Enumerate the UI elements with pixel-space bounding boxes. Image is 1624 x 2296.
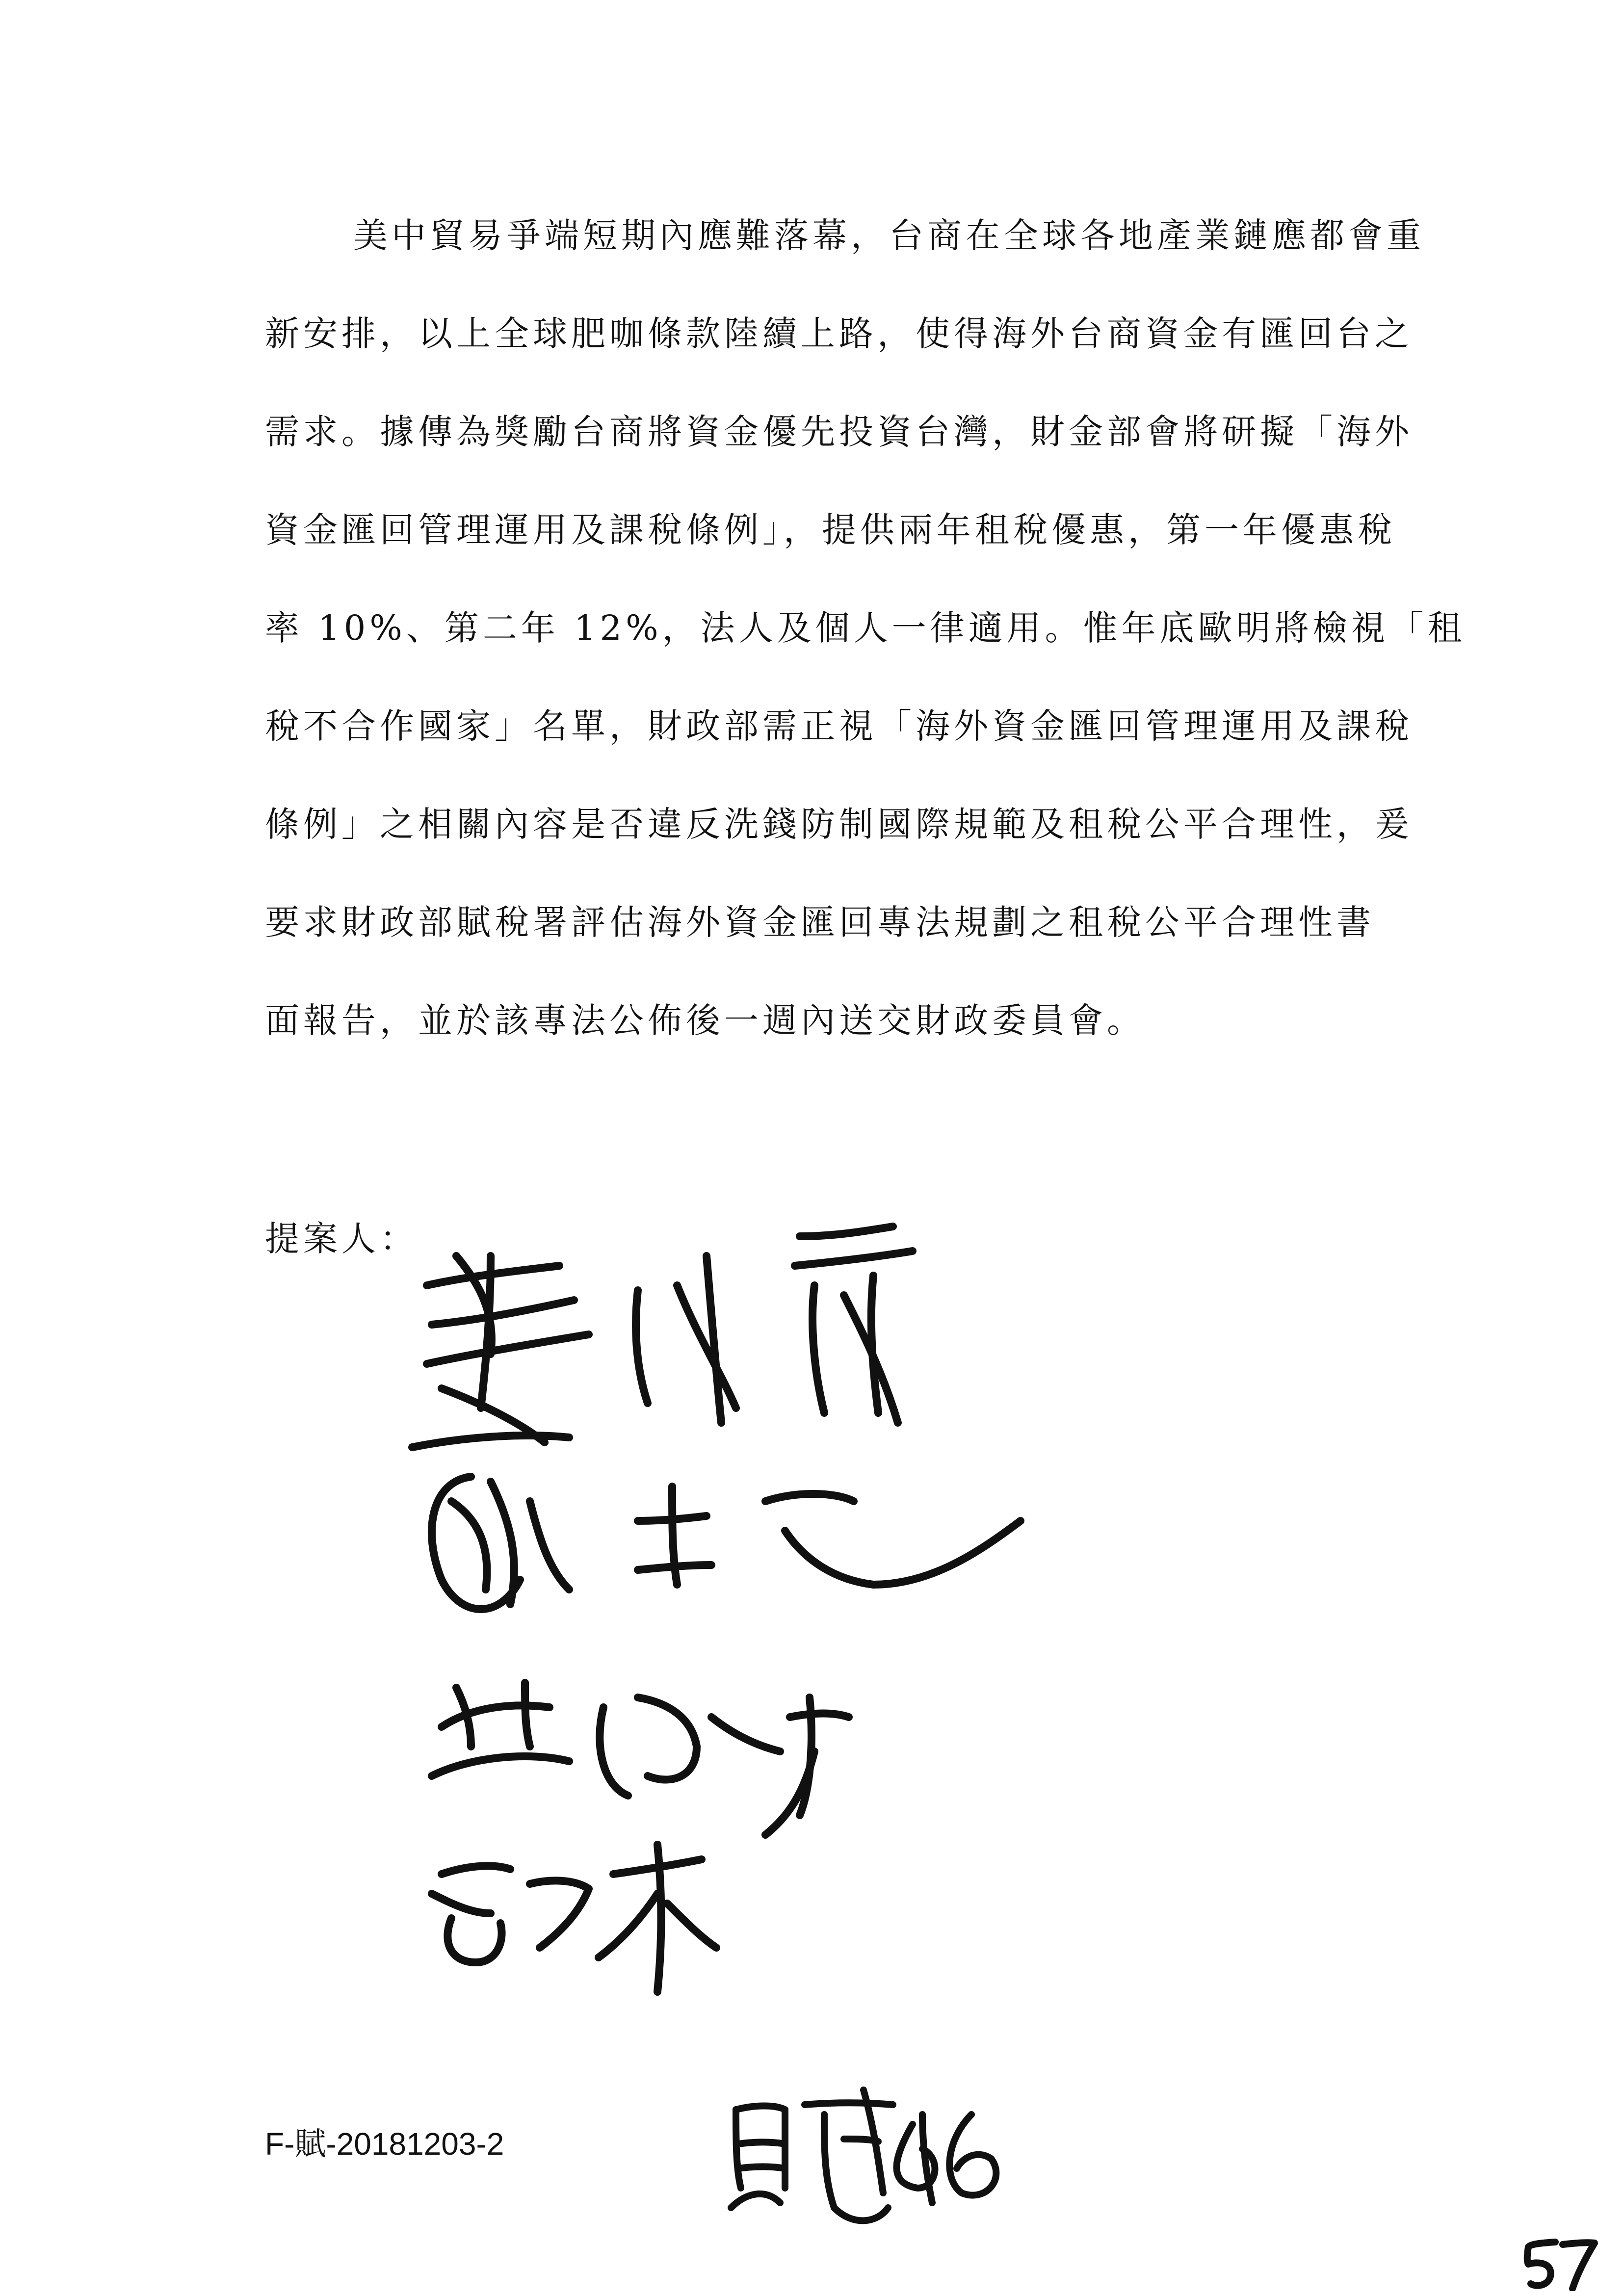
body-line-2: 新安排，以上全球肥咖條款陸續上路，使得海外台商資金有匯回台之 (265, 313, 1413, 354)
proposer-label: 提案人： (265, 1219, 418, 1259)
body-line-5: 率 10%、第二年 12%，法人及個人一律適用。惟年底歐明將檢視「租 (265, 608, 1466, 648)
body-line-6: 稅不合作國家」名單，財政部需正視「海外資金匯回管理運用及課稅 (265, 706, 1413, 746)
page-number-handwritten (1521, 2237, 1599, 2291)
body-line-4: 資金匯回管理運用及課稅條例」，提供兩年租稅優惠，第一年優惠稅 (265, 510, 1396, 550)
body-line-1: 美中貿易爭端短期內應難落幕，台商在全球各地產業鏈應都會重 (353, 215, 1425, 256)
body-line-7: 條例」之相關內容是否違反洗錢防制國際規範及租稅公平合理性，爰 (265, 804, 1413, 844)
body-line-3: 需求。據傳為獎勵台商將資金優先投資台灣，財金部會將研擬「海外 (265, 412, 1413, 452)
body-line-8: 要求財政部賦稅署評估海外資金匯回專法規劃之租稅公平合理性書 (265, 902, 1375, 942)
handwritten-fu-46 (731, 2090, 996, 2220)
body-line-9: 面報告，並於該專法公佈後一週內送交財政委員會。 (265, 1000, 1145, 1041)
document-code: F-賦-20181203-2 (265, 2126, 504, 2162)
